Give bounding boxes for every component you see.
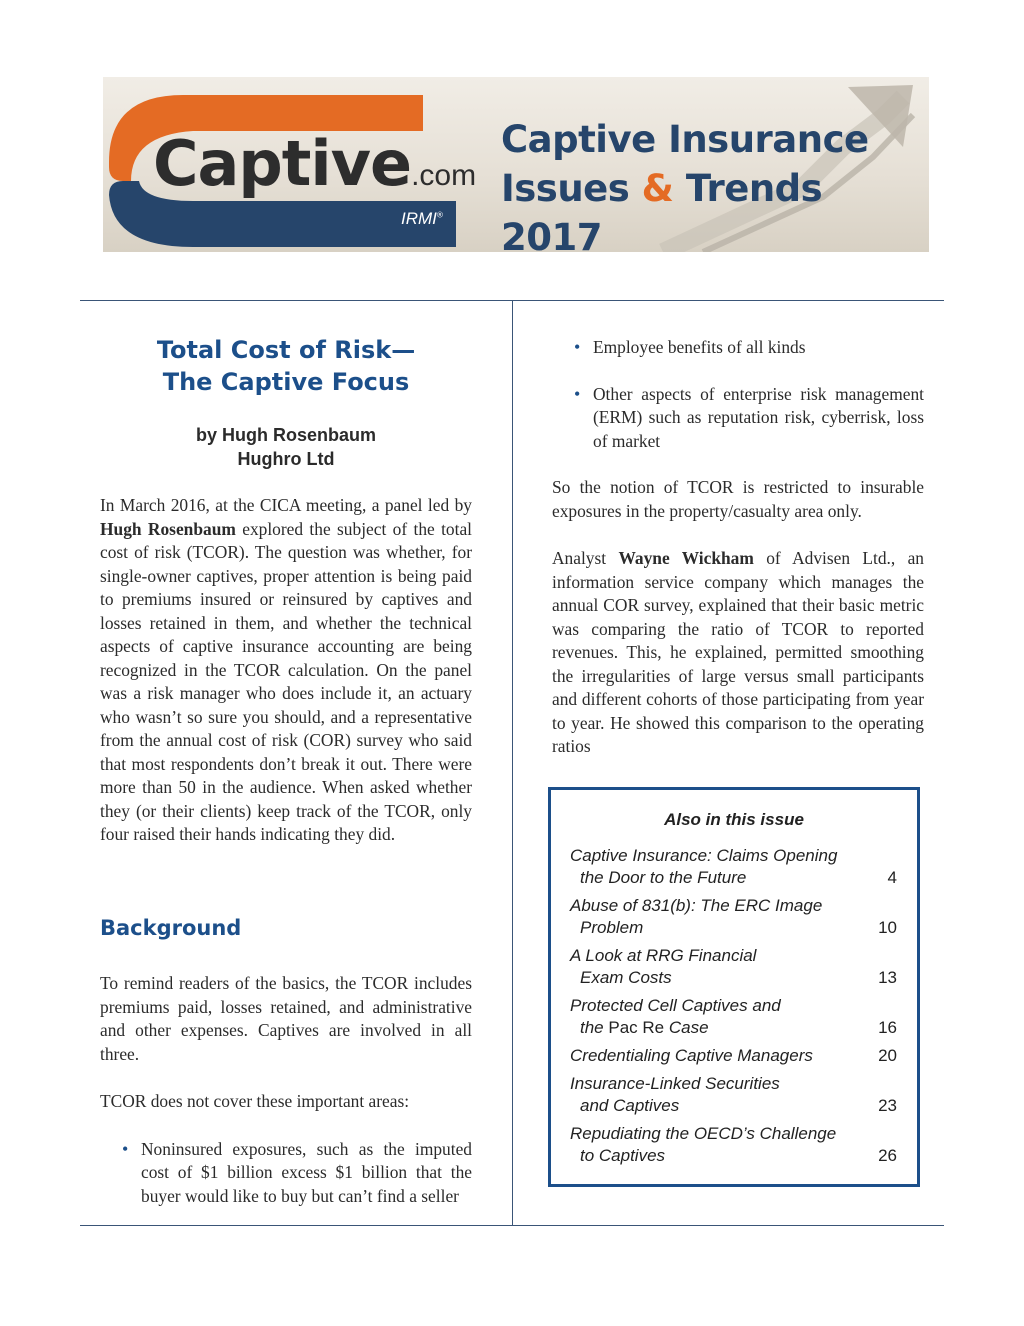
intro-block <box>100 494 472 847</box>
toc-page-number: 26 <box>878 1146 897 1165</box>
bullet-list-left <box>120 1138 472 1209</box>
logo-wordmark: Captive.com <box>153 127 477 200</box>
masthead-banner <box>103 77 929 252</box>
list-item: • Other aspects of enterprise risk management (ERM) such as reputation risk, cyberrisk, loss of market <box>572 383 924 454</box>
newsletter-title-line1: Captive Insurance <box>501 118 869 161</box>
right-column-text <box>552 336 924 759</box>
toc-page-number: 10 <box>878 918 897 937</box>
toc-item[interactable]: Abuse of 831(b): The ERC Image Problem 10 <box>570 896 897 937</box>
toc-item[interactable]: Captive Insurance: Claims Opening the Door to the Future 4 <box>570 846 897 887</box>
toc-list <box>570 845 897 1173</box>
paragraph-basics: To remind readers of the basics, the TCOR includes premiums paid, losses retained, and administrative and other expenses. Captives are involved in all three. <box>100 973 472 1064</box>
paragraph-analyst: Analyst Wayne Wickham of Advisen Ltd., an information service company which manages the annual COR survey, explained that their basic metric was comparing the ratio of TCOR to reported revenues. This, he explained, permitted smoothing the irregularities of large versus small participants and different cohorts of those participating from year to year. He showed this comparison to the operating ratios <box>552 548 924 756</box>
box-title: Also in this issue <box>664 810 804 829</box>
toc-item[interactable]: Repudiating the OECD’s Challenge to Captives 26 <box>570 1124 897 1165</box>
newsletter-title <box>501 115 921 252</box>
author-line: by Hugh Rosenbaum <box>195 425 376 445</box>
paragraph-intro: In March 2016, at the CICA meeting, a panel led by Hugh Rosenbaum explored the subject of the total cost of risk (TCOR). The question was whether, for single-owner captives, proper attention is being paid to premiums insured or reinsured by captives and losses retained in them, and whether the technical aspects of captive insurance accounting are being recognized in the TCOR calculation. On the panel was a risk manager who does include it, an actuary who wasn’t so sure you should, and a representative from the annual cost of risk (COR) survey who said that most respondents don’t break it out. There were more than 50 in the audience. When asked whether they (or their clients) keep track of the TCOR, only four raised their hands indicating they did. <box>100 495 473 844</box>
article-title-line2: The Captive Focus <box>162 368 410 396</box>
paragraph-tcor-scope: So the notion of TCOR is restricted to insurable exposures in the property/casualty area only. <box>552 477 924 521</box>
article-title-line1: Total Cost of Risk— <box>156 336 416 364</box>
toc-item[interactable]: Protected Cell Captives and the Pac Re Case 16 <box>570 996 897 1037</box>
background-block <box>100 972 472 1208</box>
list-item: • Noninsured exposures, such as the imputed cost of $1 billion excess $1 billion that the buyer would like to buy but can’t find a seller <box>120 1138 472 1209</box>
section-heading-background: Background <box>100 916 242 940</box>
toc-page-number: 23 <box>878 1096 897 1115</box>
column-divider <box>512 300 513 1225</box>
bottom-divider <box>80 1225 944 1226</box>
logo-irmi: IRMI® <box>401 209 443 228</box>
bullet-list-right <box>572 336 924 453</box>
logo-suffix: .com <box>411 159 477 192</box>
article-title <box>100 334 472 398</box>
toc-page-number: 20 <box>878 1046 897 1065</box>
toc-page-number: 4 <box>887 868 897 887</box>
toc-item[interactable]: A Look at RRG Financial Exam Costs 13 <box>570 946 897 987</box>
toc-item[interactable]: Insurance-Linked Securities and Captives 23 <box>570 1074 897 1115</box>
byline <box>100 423 472 471</box>
paragraph-not-covered: TCOR does not cover these important areas: <box>100 1091 410 1111</box>
also-in-this-issue-box <box>548 787 920 1187</box>
toc-page-number: 13 <box>878 968 897 987</box>
toc-item[interactable]: Credentialing Captive Managers 20 <box>570 1046 897 1065</box>
toc-page-number: 16 <box>878 1018 897 1037</box>
company-line: Hughro Ltd <box>237 449 335 469</box>
newsletter-title-line2: Issues & Trends 2017 <box>501 167 823 252</box>
list-item: • Employee benefits of all kinds <box>572 336 924 360</box>
